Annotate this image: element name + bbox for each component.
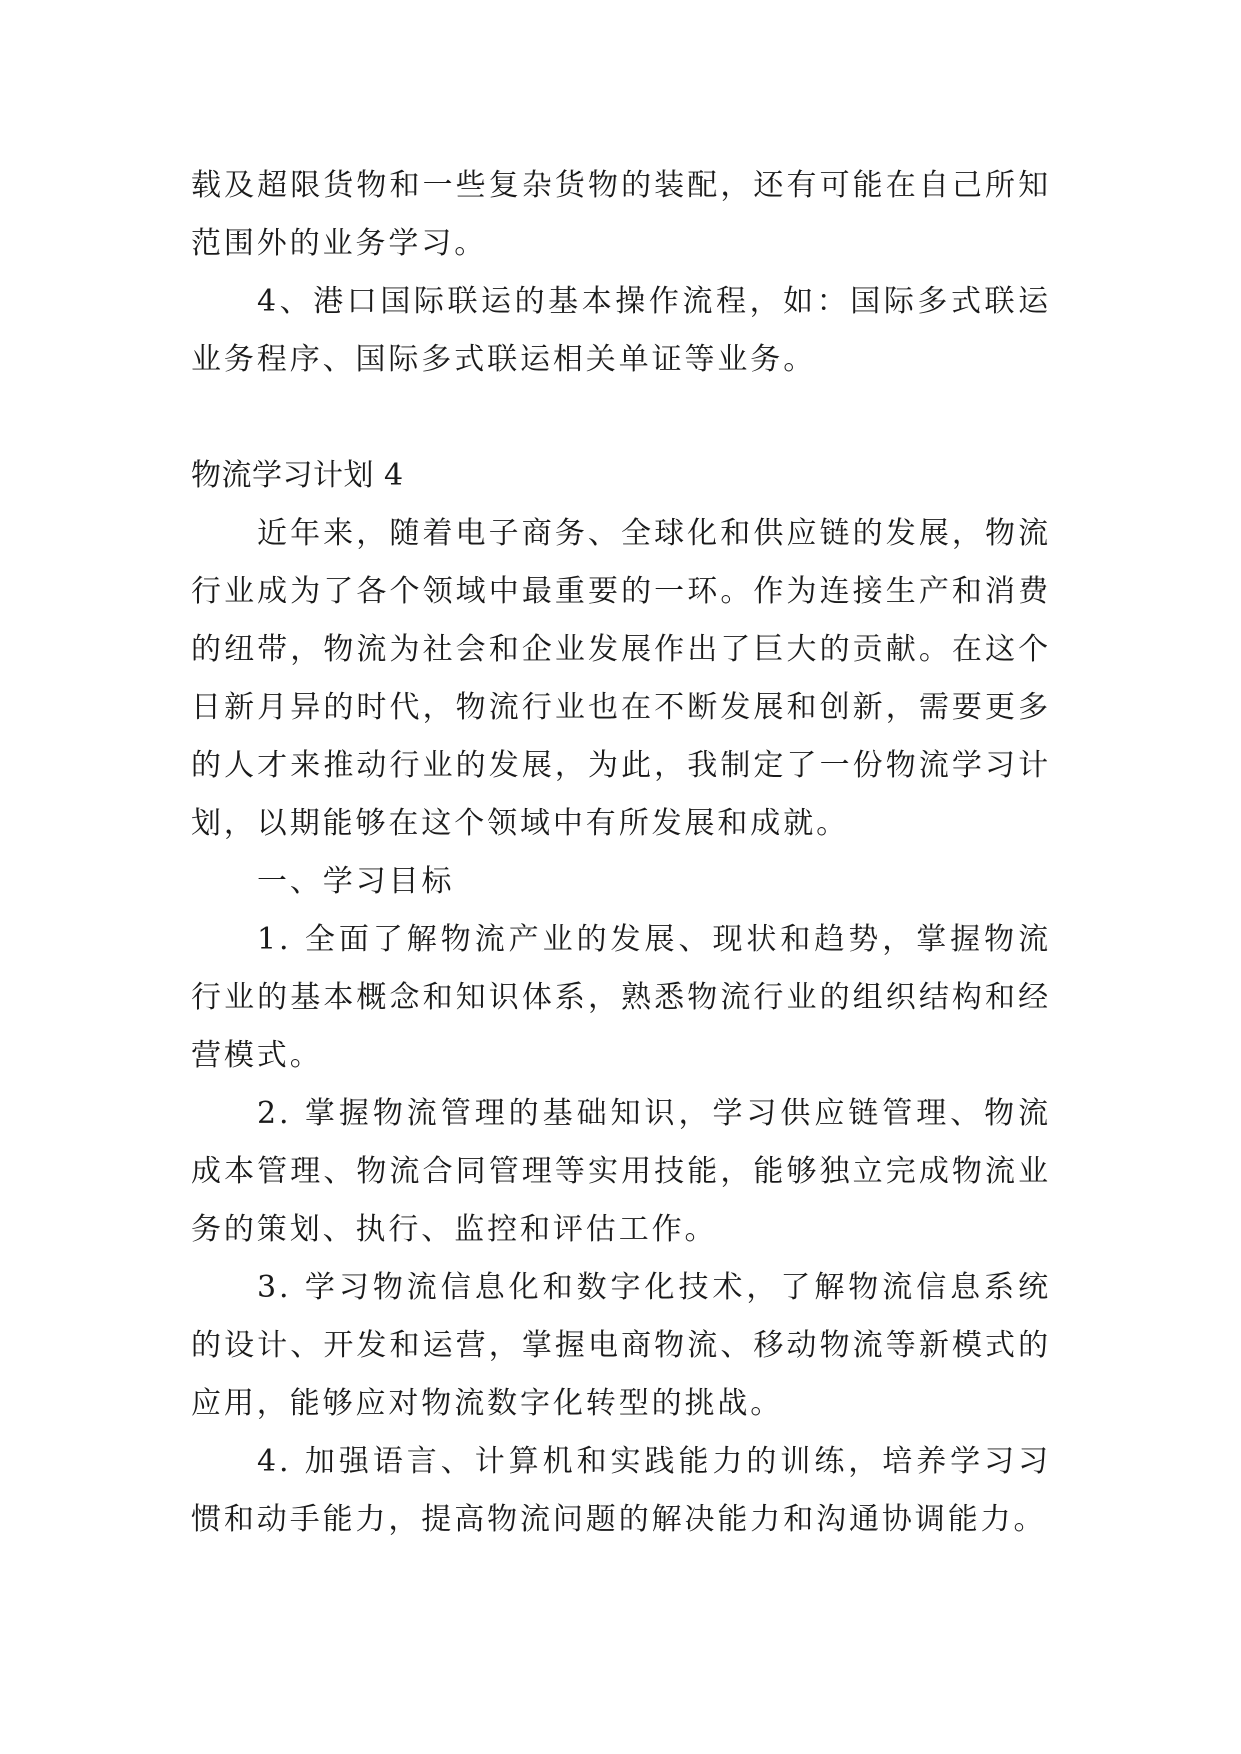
goal-item-4: 4. 加强语言、计算机和实践能力的训练，培养学习习惯和动手能力，提高物流问题的解决能力和沟通协调能力。 <box>191 1444 1051 1537</box>
goal-item-2: 2. 掌握物流管理的基础知识，学习供应链管理、物流成本管理、物流合同管理等实用技能，能够独立完成物流业务的策划、执行、监控和评估工作。 <box>191 1096 1051 1247</box>
intro-paragraph: 近年来，随着电子商务、全球化和供应链的发展，物流行业成为了各个领域中最重要的一环。作为连接生产和消费的纽带，物流为社会和企业发展作出了巨大的贡献。在这个日新月异的时代，物流行业也在不断发展和创新，需要更多的人才来推动行业的发展，为此，我制定了一份物流学习计划，以期能够在这个领域中有所发展和成就。 <box>191 516 1051 841</box>
goal-item-3: 3. 学习物流信息化和数字化技术，了解物流信息系统的设计、开发和运营，掌握电商物流、移动物流等新模式的应用，能够应对物流数字化转型的挑战。 <box>191 1270 1051 1421</box>
port-intermodal-item: 4、港口国际联运的基本操作流程，如：国际多式联运业务程序、国际多式联运相关单证等业务。 <box>191 284 1051 377</box>
goals-heading: 一、学习目标 <box>257 864 455 899</box>
section-title: 物流学习计划 4 <box>191 458 404 493</box>
document-body <box>191 157 1051 1549</box>
continued-paragraph: 载及超限货物和一些复杂货物的装配，还有可能在自己所知范围外的业务学习。 <box>191 168 1051 261</box>
goal-item-1: 1. 全面了解物流产业的发展、现状和趋势，掌握物流行业的基本概念和知识体系，熟悉物流行业的组织结构和经营模式。 <box>191 922 1051 1073</box>
